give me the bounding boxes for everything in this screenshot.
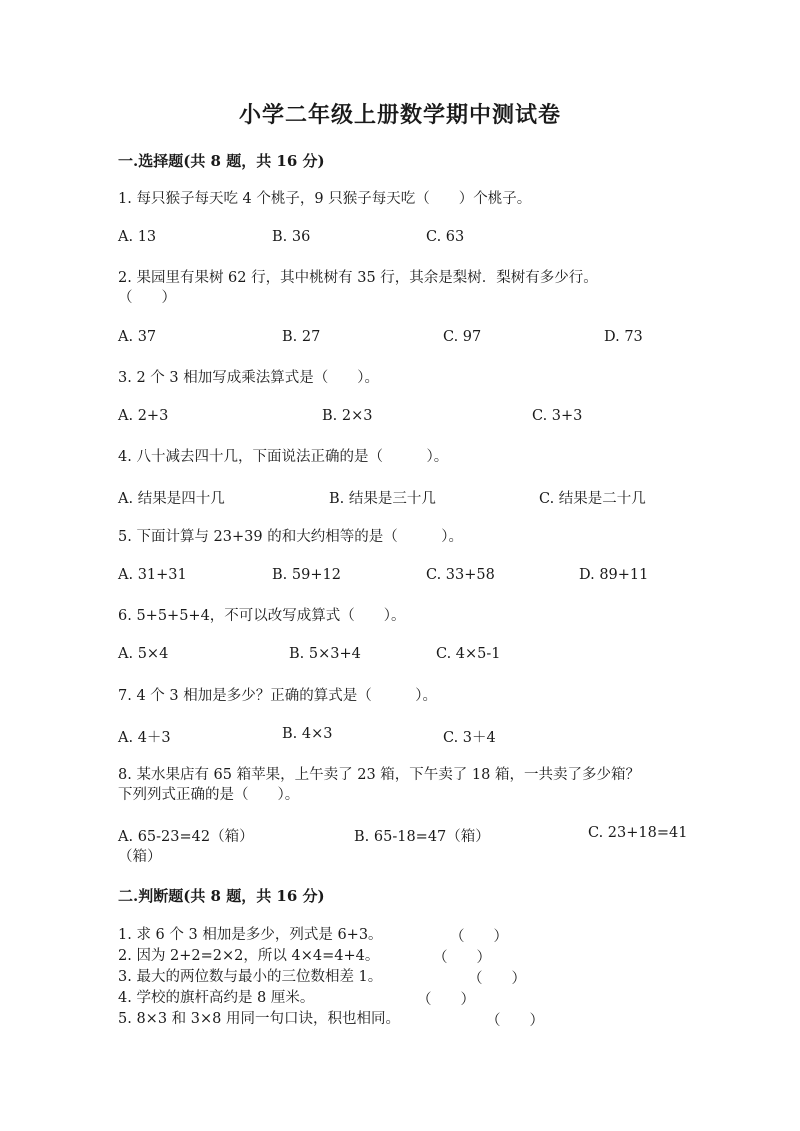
q3-option-b: B. 2×3 (322, 408, 373, 424)
q6-option-b: B. 5×3+4 (289, 646, 361, 662)
judgement-answer-3: （ ） (468, 971, 526, 987)
q5-option-d: D. 89+11 (579, 567, 649, 583)
q3-option-c: C. 3+3 (532, 408, 583, 424)
judgement-item-3: 3. 最大的两位数与最小的三位数相差 1。 (118, 969, 383, 985)
judgement-item-4: 4. 学校的旗杆高约是 8 厘米。 (118, 990, 315, 1006)
question-5: 5. 下面计算与 23+39 的和大约相等的是（ ）。 (118, 529, 463, 545)
q7-option-b: B. 4×3 (282, 726, 333, 742)
question-1: 1. 每只猴子每天吃 4 个桃子，9 只猴子每天吃（ ）个桃子。 (118, 191, 532, 207)
q1-option-b: B. 36 (272, 229, 311, 245)
q6-option-c: C. 4×5-1 (436, 646, 501, 662)
q8-option-a: A. 65-23=42（箱） (118, 829, 254, 845)
section-heading-choice: 一.选择题(共 8 题，共 16 分) (118, 152, 325, 170)
q5-option-c: C. 33+58 (426, 567, 495, 583)
judgement-answer-4: （ ） (417, 992, 475, 1008)
q8-option-b: B. 65-18=47（箱） (354, 829, 490, 845)
q8-option-c: C. 23+18=41 (588, 825, 688, 841)
q1-option-a: A. 13 (118, 229, 157, 245)
q7-option-c: C. 3＋4 (443, 730, 496, 746)
q2-option-a: A. 37 (118, 329, 157, 345)
q6-option-a: A. 5×4 (118, 646, 169, 662)
question-7: 7. 4 个 3 相加是多少？正确的算式是（ ）。 (118, 688, 437, 704)
q1-option-c: C. 63 (426, 229, 465, 245)
question-6: 6. 5+5+5+4，不可以改写成算式（ ）。 (118, 608, 406, 624)
q4-option-a: A. 结果是四十几 (118, 491, 225, 507)
judgement-answer-2: （ ） (433, 950, 491, 966)
q8-option-c-wrap: （箱） (118, 849, 162, 865)
page-title: 小学二年级上册数学期中测试卷 (238, 102, 561, 128)
question-2-line-2: （ ） (118, 290, 176, 306)
question-3: 3. 2 个 3 相加写成乘法算式是（ ）。 (118, 370, 379, 386)
question-4: 4. 八十减去四十几，下面说法正确的是（ ）。 (118, 449, 449, 465)
question-2: 2. 果园里有果树 62 行，其中桃树有 35 行，其余是梨树．梨树有多少行。 (118, 270, 598, 286)
q5-option-b: B. 59+12 (272, 567, 341, 583)
judgement-item-5: 5. 8×3 和 3×8 用同一句口诀，积也相同。 (118, 1011, 400, 1027)
question-8-line-2: 下列列式正确的是（ ）。 (118, 787, 300, 803)
q2-option-c: C. 97 (443, 329, 482, 345)
judgement-item-1: 1. 求 6 个 3 相加是多少，列式是 6+3。 (118, 927, 383, 943)
q2-option-b: B. 27 (282, 329, 321, 345)
judgement-item-2: 2. 因为 2+2=2×2，所以 4×4=4+4。 (118, 948, 380, 964)
q7-option-a: A. 4＋3 (118, 730, 171, 746)
judgement-answer-1: （ ） (450, 929, 508, 945)
q3-option-a: A. 2+3 (118, 408, 169, 424)
q4-option-c: C. 结果是二十几 (539, 491, 646, 507)
section-heading-judgement: 二.判断题(共 8 题，共 16 分) (118, 887, 325, 905)
question-8: 8. 某水果店有 65 箱苹果，上午卖了 23 箱，下午卖了 18 箱，一共卖了多少箱？ (118, 767, 640, 783)
q4-option-b: B. 结果是三十几 (329, 491, 436, 507)
q2-option-d: D. 73 (604, 329, 643, 345)
q5-option-a: A. 31+31 (118, 567, 187, 583)
judgement-answer-5: （ ） (486, 1013, 544, 1029)
